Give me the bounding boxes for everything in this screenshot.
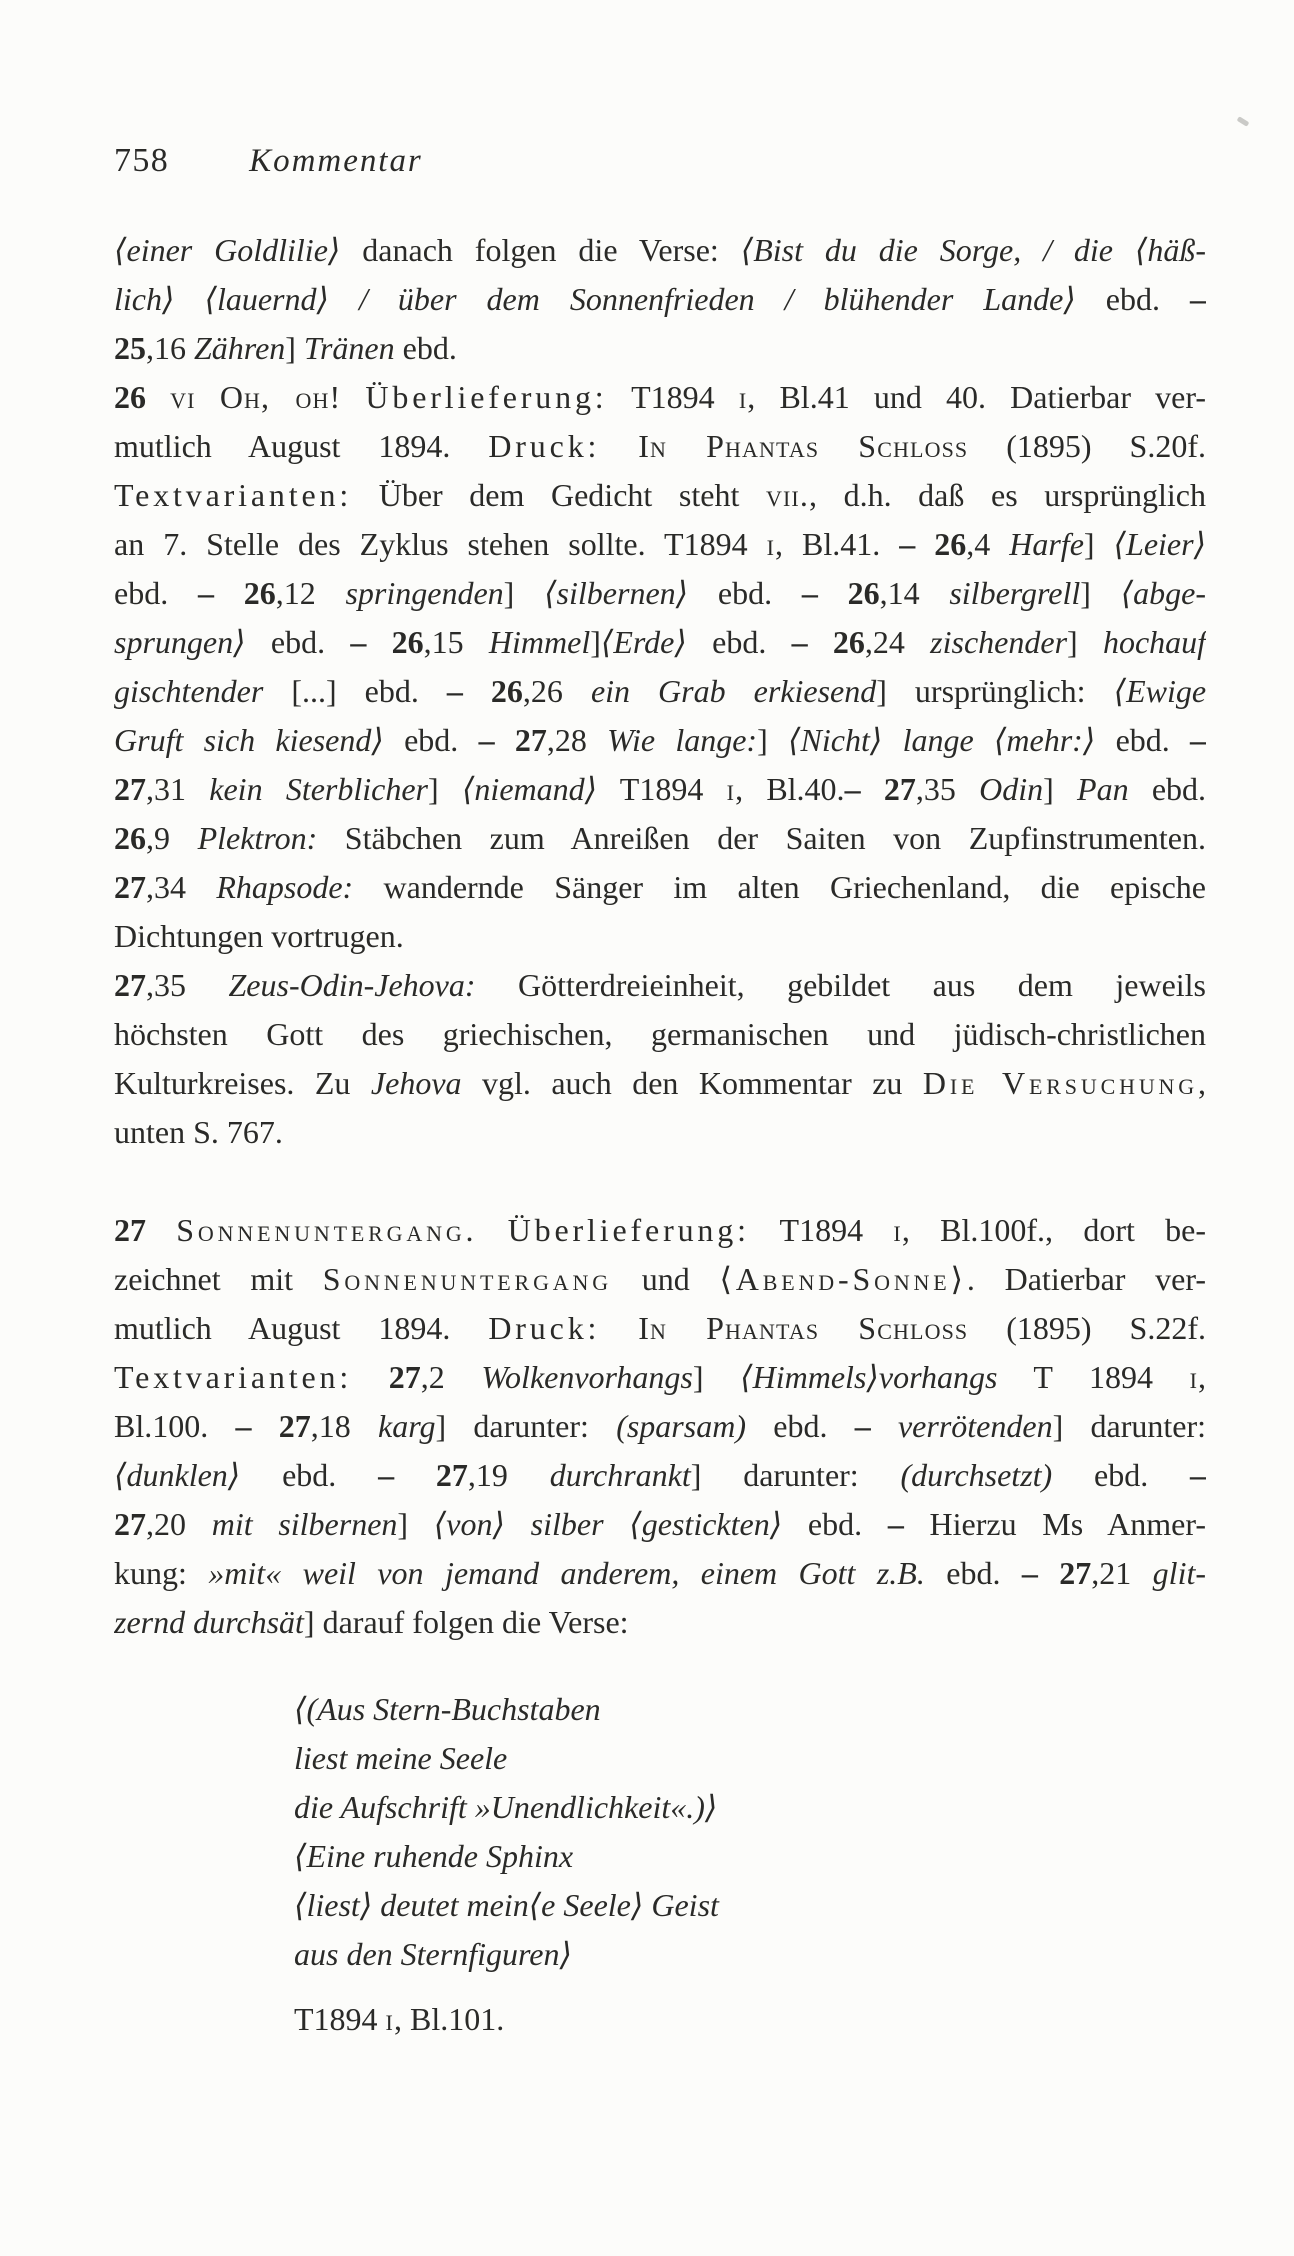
text-run: zeichnet mit [114, 1261, 323, 1297]
text-run: vii. [765, 477, 809, 513]
text-run: ,24 [864, 624, 931, 660]
text-run: Rhapsode: [216, 869, 354, 905]
text-run: , d.h. daß es ursprünglich [808, 477, 1206, 513]
text-run: 27 [388, 1359, 421, 1395]
text-run: ⟨Nicht⟩ lange ⟨mehr:⟩ [788, 722, 1096, 758]
text-run: ] [1080, 575, 1121, 611]
text-run: ,28 [546, 722, 608, 758]
text-run: Wolkenvorhangs [481, 1359, 693, 1395]
text-run: kein Sterblicher [209, 771, 429, 807]
text-line [114, 1832, 1206, 1881]
text-run: ] [1043, 771, 1078, 807]
text-run: Jehova [370, 1065, 462, 1101]
text-run: ,14 [879, 575, 950, 611]
text-run: T1894 [607, 379, 739, 415]
text-run: Dichtungen vortrugen. [114, 918, 404, 954]
text-run: , [1198, 1359, 1206, 1395]
text-run: ⟨Erde⟩ [600, 624, 687, 660]
text-run: – 27 [378, 1457, 468, 1493]
text-line [114, 765, 1206, 814]
text-line [114, 1685, 1206, 1734]
text-run: ] darauf folgen die Verse: [303, 1604, 629, 1640]
text-run: (1895) S.20f. [968, 428, 1206, 464]
text-run: (1895) S.22f. [968, 1310, 1206, 1346]
text-run: ,2 [420, 1359, 482, 1395]
text-run: aus den Sternfiguren⟩ [294, 1936, 572, 1972]
text-run: hochauf [1102, 624, 1206, 660]
text-run: Zeus-Odin-Jehova: [228, 967, 476, 1003]
text-run: ein Grab erkiesend [590, 673, 877, 709]
text-run: – 26 [446, 673, 523, 709]
text-run: Himmel [488, 624, 591, 660]
text-run: ,31 [146, 771, 210, 807]
text-run: kung: [114, 1555, 209, 1591]
text-run: , [1198, 1065, 1206, 1101]
text-line [114, 618, 1206, 667]
text-line [114, 863, 1206, 912]
text-run: i [1189, 1359, 1199, 1395]
text-run: ⟨Bist du die Sorge, / die ⟨häß- [740, 232, 1206, 268]
text-line [114, 1451, 1206, 1500]
text-run: ebd. [782, 1506, 888, 1542]
text-run: ,4 [966, 526, 1010, 562]
text-run: springenden [345, 575, 504, 611]
text-run: , Bl.100f., dort be- [901, 1212, 1206, 1248]
text-run: T1894 [597, 771, 727, 807]
text-run [146, 379, 170, 415]
text-line [114, 1500, 1206, 1549]
text-line [114, 1255, 1206, 1304]
text-run: 26 [114, 379, 146, 415]
text-run: ebd. [114, 575, 198, 611]
text-run: Über dem Gedicht steht [352, 477, 766, 513]
text-run: Sonnenuntergang. [176, 1212, 478, 1248]
text-run: liest meine Seele [294, 1740, 508, 1776]
text-run: 27 [114, 967, 146, 1003]
text-run: ] [590, 624, 601, 660]
text-run: Die Versuchung [922, 1065, 1199, 1101]
text-run: i [738, 379, 748, 415]
text-run: Überlieferung: [507, 1212, 750, 1248]
text-line [114, 1881, 1206, 1930]
text-run: und [611, 1261, 720, 1297]
text-run: Bl.100. [114, 1408, 236, 1444]
text-run: ⟨dunklen⟩ [114, 1457, 241, 1493]
text-line [114, 1402, 1206, 1451]
text-line [114, 1783, 1206, 1832]
text-run: ] darunter: [435, 1408, 617, 1444]
text-run: vi [170, 379, 196, 415]
text-run: In Phantas Schloss [638, 1310, 969, 1346]
text-run: ⟨von⟩ silber ⟨gestickten⟩ [433, 1506, 783, 1542]
text-run: . Datierbar ver- [966, 1261, 1206, 1297]
text-run: ebd. [1095, 722, 1191, 758]
text-run: ] [397, 1506, 434, 1542]
text-run: ] ursprünglich: [876, 673, 1114, 709]
text-run [196, 379, 220, 415]
text-run: i [726, 771, 736, 807]
text-run [341, 379, 365, 415]
text-run [146, 1212, 176, 1248]
text-run: , Bl.40. [735, 771, 845, 807]
text-line [114, 373, 1206, 422]
text-run: ,9 [146, 820, 198, 856]
text-run: T1894 [749, 1212, 894, 1248]
text-run: Textvarianten: [114, 477, 353, 513]
text-run: In Phantas Schloss [638, 428, 969, 464]
text-run: – 26 [197, 575, 276, 611]
text-run: ] [428, 771, 462, 807]
text-line [114, 1598, 1206, 1647]
text-run: (durchsetzt) [900, 1457, 1053, 1493]
text-line [114, 1995, 1206, 2044]
text-run: – 26 [899, 526, 967, 562]
text-run: Hierzu Ms Anmer- [903, 1506, 1206, 1542]
text-run: danach folgen die Verse: [340, 232, 741, 268]
text-run: ⟨niemand⟩ [461, 771, 598, 807]
text-run: ,18 [310, 1408, 379, 1444]
text-run: i [385, 2001, 394, 2037]
text-run: – [1190, 1457, 1206, 1493]
text-run: 26 [114, 820, 146, 856]
text-run: ] [503, 575, 545, 611]
text-run: , Bl.101. [394, 2001, 505, 2037]
text-run: – 26 [350, 624, 424, 660]
text-run: [...] ebd. [263, 673, 447, 709]
text-line [114, 1930, 1206, 1979]
text-line [114, 1549, 1206, 1598]
text-run: die Aufschrift »Unendlichkeit«.)⟩ [294, 1789, 718, 1825]
text-run: ⟨Leier⟩ [1113, 526, 1206, 562]
text-run: mit silbernen [211, 1506, 398, 1542]
text-run: ebd. [924, 1555, 1022, 1591]
text-run: ⟨Abend-Sonne⟩ [719, 1261, 967, 1297]
text-run: – 27 [844, 771, 916, 807]
text-run [352, 1359, 389, 1395]
text-run: – [1190, 722, 1206, 758]
text-run: ] [1083, 526, 1114, 562]
text-run: ⟨abge- [1120, 575, 1206, 611]
text-run: Textvarianten: [114, 1359, 353, 1395]
text-run: – 26 [791, 624, 865, 660]
commentary-text [114, 226, 1206, 2044]
text-run: – 27 [235, 1408, 311, 1444]
text-run: – 27 [478, 722, 547, 758]
text-run: mutlich August 1894. [114, 1310, 489, 1346]
text-run: (sparsam) [616, 1408, 746, 1444]
text-run: 25 [114, 330, 146, 366]
text-line [114, 814, 1206, 863]
text-run [600, 1310, 638, 1346]
text-line [114, 1353, 1206, 1402]
text-run: ] [1067, 624, 1103, 660]
text-run: ,35 [146, 967, 229, 1003]
text-run: ⟨silbernen⟩ [544, 575, 689, 611]
text-run: zischender [930, 624, 1068, 660]
text-line [114, 912, 1206, 961]
text-run: ,21 [1091, 1555, 1153, 1591]
text-run: ] [692, 1359, 741, 1395]
text-run: 27 [114, 1212, 146, 1248]
scan-speck [1237, 116, 1250, 127]
text-run: 27 [114, 1506, 146, 1542]
text-run: karg [378, 1408, 436, 1444]
text-run: ,26 [522, 673, 591, 709]
text-run: ] darunter: [1052, 1408, 1206, 1444]
text-run: ⟨Ewige [1113, 673, 1206, 709]
text-run: – [854, 1408, 871, 1444]
text-line [114, 667, 1206, 716]
text-run: »mit« weil von jemand anderem, einem Gott z.B. [208, 1555, 925, 1591]
text-run: Odin [979, 771, 1044, 807]
text-run: ] [757, 722, 789, 758]
text-run: Harfe [1009, 526, 1084, 562]
text-run: Stäbchen zum Anreißen der Saiten von Zupfinstrumenten. [317, 820, 1206, 856]
text-line [114, 1010, 1206, 1059]
text-line [114, 226, 1206, 275]
page-header [114, 142, 1206, 180]
text-run: ⟨(Aus Stern-Buchstaben [294, 1691, 601, 1727]
text-line [114, 520, 1206, 569]
entry-27 [114, 1206, 1206, 1647]
text-line [114, 1304, 1206, 1353]
text-run: ebd. [394, 330, 457, 366]
text-run: – 26 [801, 575, 880, 611]
text-run: , Bl.41. [775, 526, 900, 562]
text-run: ⟨liest⟩ deutet mein⟨e Seele⟩ Geist [294, 1887, 719, 1923]
text-line [114, 1206, 1206, 1255]
text-run: verrötenden [897, 1408, 1053, 1444]
text-run: lich⟩ ⟨lauernd⟩ / über dem Sonnenfrieden / blühender Lande⟩ [114, 281, 1076, 317]
text-run: Kulturkreises. Zu [114, 1065, 371, 1101]
text-run [477, 1212, 507, 1248]
text-run: ] darunter: [690, 1457, 901, 1493]
text-line [114, 961, 1206, 1010]
text-run: Druck: [488, 1310, 601, 1346]
text-run: – [1190, 281, 1206, 317]
text-run: ,19 [467, 1457, 550, 1493]
text-run: – [887, 1506, 904, 1542]
text-run: , Bl.41 und 40. Datierbar ver- [747, 379, 1206, 415]
text-run [871, 1408, 898, 1444]
text-run: durchrankt [549, 1457, 691, 1493]
text-line [114, 324, 1206, 373]
text-line [114, 422, 1206, 471]
page-number: 758 [114, 142, 170, 179]
text-run: i [893, 1212, 902, 1248]
text-run: ,35 [915, 771, 980, 807]
text-run: sprungen⟩ [114, 624, 246, 660]
text-run: T1894 [294, 2001, 386, 2037]
text-run: Zähren [194, 330, 286, 366]
text-run: ebd. [1128, 771, 1206, 807]
text-run: höchsten Gott des griechischen, germanischen und jüdisch-christlichen [114, 1016, 1206, 1052]
text-run: mutlich August 1894. [114, 428, 489, 464]
text-run: ⟨Himmels⟩vorhangs [740, 1359, 998, 1395]
text-run: Tränen [303, 330, 395, 366]
running-head: Kommentar [249, 143, 423, 179]
text-run: unten S. 767. [114, 1114, 283, 1150]
text-run: ebd. [245, 624, 351, 660]
text-run: ,15 [423, 624, 489, 660]
text-line [114, 1108, 1206, 1157]
text-run: Überlieferung: [365, 379, 608, 415]
text-run: ⟨einer Goldlilie⟩ [114, 232, 341, 268]
text-run: Druck: [488, 428, 601, 464]
text-run [600, 428, 638, 464]
text-run: ,20 [146, 1506, 212, 1542]
text-run: ebd. [686, 624, 792, 660]
text-run: ebd. [240, 1457, 379, 1493]
text-run: T 1894 [997, 1359, 1190, 1395]
text-run: ] [285, 330, 304, 366]
text-line [114, 1059, 1206, 1108]
text-line [114, 471, 1206, 520]
text-run: 27 [114, 869, 146, 905]
text-run: ebd. [688, 575, 802, 611]
text-run: Oh, oh! [219, 379, 342, 415]
text-run: Plektron: [197, 820, 318, 856]
text-run: glit- [1152, 1555, 1206, 1591]
text-run: wandernde Sänger im alten Griechenland, die epische [353, 869, 1206, 905]
text-run: Pan [1077, 771, 1129, 807]
text-line [114, 275, 1206, 324]
text-run: ebd. [745, 1408, 855, 1444]
text-run: ⟨Eine ruhende Sphinx [294, 1838, 574, 1874]
text-run: Gruft sich kiesend⟩ [114, 722, 384, 758]
text-run: Sonnenuntergang [322, 1261, 612, 1297]
entry-26 [114, 373, 1206, 1157]
text-run: i [766, 526, 776, 562]
text-run: ,12 [275, 575, 346, 611]
text-line [114, 716, 1206, 765]
text-run: ,34 [146, 869, 217, 905]
text-run: – 27 [1021, 1555, 1092, 1591]
para-goldlilie [114, 226, 1206, 373]
text-run: ebd. [383, 722, 479, 758]
text-run: ,16 [146, 330, 194, 366]
text-run: an 7. Stelle des Zyklus stehen sollte. T1894 [114, 526, 767, 562]
text-run: zernd durchsät [114, 1604, 304, 1640]
text-line [114, 569, 1206, 618]
text-run: Götterdreieinheit, gebildet aus dem jeweils [475, 967, 1206, 1003]
text-run: ebd. [1075, 281, 1191, 317]
text-run: gischtender [114, 673, 264, 709]
verse-source [114, 1995, 1206, 2044]
text-run: silbergrell [949, 575, 1081, 611]
verse-block [114, 1685, 1206, 1979]
text-run: Wie lange: [607, 722, 758, 758]
text-run: vgl. auch den Kommentar zu [461, 1065, 923, 1101]
text-run: 27 [114, 771, 146, 807]
text-run: ebd. [1052, 1457, 1191, 1493]
text-line [114, 1734, 1206, 1783]
